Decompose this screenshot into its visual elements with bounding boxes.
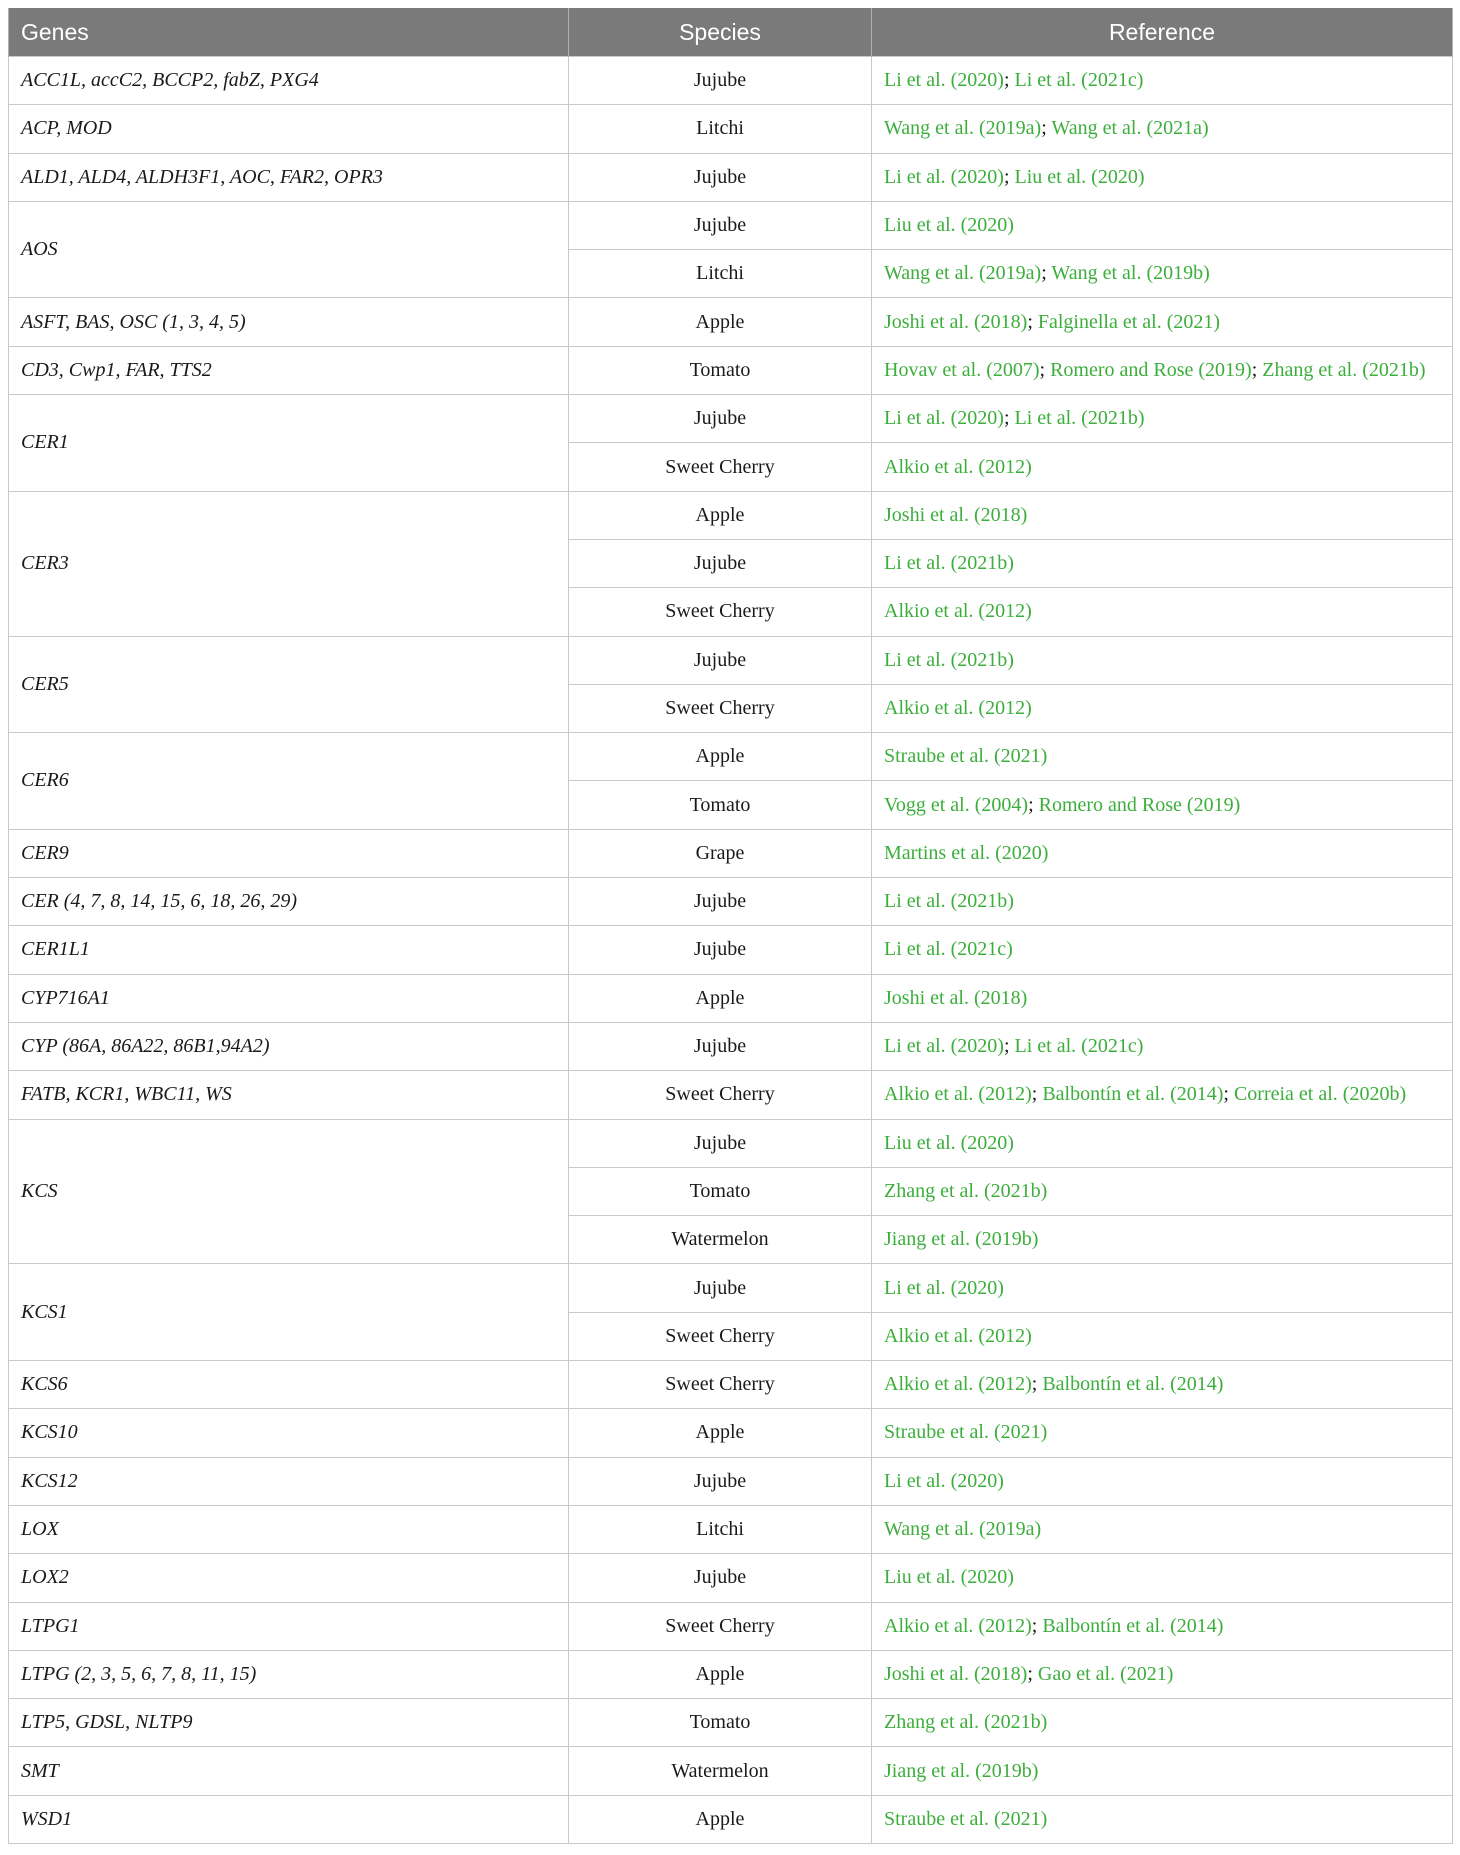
species-cell: Apple [569, 298, 872, 346]
gene-cell: ASFT, BAS, OSC (1, 3, 4, 5) [9, 298, 569, 346]
reference-link[interactable]: Liu et al. (2020) [1014, 165, 1145, 188]
species-cell: Sweet Cherry [569, 588, 872, 636]
gene-cell: LTP5, GDSL, NLTP9 [9, 1699, 569, 1747]
reference-link[interactable]: Li et al. (2021c) [1014, 69, 1144, 92]
gene-cell: CER1L1 [9, 926, 569, 974]
header-species: Species [569, 8, 872, 57]
reference-cell [872, 1602, 1453, 1650]
species-cell: Jujube [569, 1457, 872, 1505]
species-cell: Tomato [569, 346, 872, 394]
table-row [9, 1505, 1453, 1553]
reference-cell [872, 153, 1453, 201]
reference-link[interactable]: Wang et al. (2019a) [884, 262, 1042, 285]
reference-link[interactable]: Alkio et al. (2012) [884, 1083, 1032, 1106]
reference-cell [872, 1457, 1453, 1505]
reference-separator: ; [1028, 793, 1039, 816]
reference-link[interactable]: Alkio et al. (2012) [884, 1373, 1032, 1396]
reference-link[interactable]: Falginella et al. (2021) [1037, 310, 1221, 333]
reference-cell [872, 105, 1453, 153]
reference-link[interactable]: Li et al. (2021c) [884, 938, 1013, 961]
species-cell: Watermelon [569, 1216, 872, 1264]
reference-cell [872, 57, 1453, 105]
table-row [9, 1650, 1453, 1698]
table-row [9, 829, 1453, 877]
table-row [9, 1022, 1453, 1070]
reference-link[interactable]: Li et al. (2020) [884, 407, 1004, 430]
species-cell: Jujube [569, 1264, 872, 1312]
species-cell: Sweet Cherry [569, 1312, 872, 1360]
species-cell: Jujube [569, 1554, 872, 1602]
reference-cell [872, 298, 1453, 346]
gene-cell: CYP716A1 [9, 974, 569, 1022]
reference-cell [872, 346, 1453, 394]
reference-cell [872, 1554, 1453, 1602]
gene-cell: CER (4, 7, 8, 14, 15, 6, 18, 26, 29) [9, 878, 569, 926]
reference-link[interactable]: Alkio et al. (2012) [884, 697, 1032, 719]
reference-link[interactable]: Correia et al. (2020b) [1233, 1083, 1407, 1106]
table-row [9, 1699, 1453, 1747]
species-cell: Jujube [569, 395, 872, 443]
table-row [9, 1747, 1453, 1795]
reference-link[interactable]: Jiang et al. (2019b) [884, 1228, 1039, 1251]
reference-separator: ; [1031, 1083, 1043, 1106]
reference-cell [872, 636, 1453, 684]
gene-cell: SMT [9, 1747, 569, 1795]
reference-link[interactable]: Liu et al. (2020) [884, 214, 1014, 237]
reference-cell [872, 1167, 1453, 1215]
reference-separator: ; [1039, 358, 1051, 381]
reference-link[interactable]: Li et al. (2020) [884, 1276, 1004, 1299]
table-row [9, 1554, 1453, 1602]
reference-link[interactable]: Straube et al. (2021) [884, 1421, 1048, 1444]
gene-cell: CD3, Cwp1, FAR, TTS2 [9, 346, 569, 394]
species-cell: Litchi [569, 250, 872, 298]
reference-cell [872, 1312, 1453, 1360]
reference-cell [872, 1071, 1453, 1119]
reference-cell [872, 926, 1453, 974]
gene-cell: CER1 [9, 395, 569, 492]
reference-separator: ; [1003, 69, 1015, 92]
reference-cell [872, 588, 1453, 636]
reference-cell [872, 1119, 1453, 1167]
table-row [9, 1795, 1453, 1843]
reference-link[interactable]: Zhang et al. (2021b) [884, 1179, 1048, 1202]
species-cell: Sweet Cherry [569, 1602, 872, 1650]
table-row [9, 1264, 1453, 1312]
table-row [9, 1361, 1453, 1409]
table-row [9, 346, 1453, 394]
gene-cell: CER6 [9, 733, 569, 830]
reference-link[interactable]: Jiang et al. (2019b) [884, 1759, 1039, 1782]
species-cell: Tomato [569, 781, 872, 829]
reference-cell [872, 781, 1453, 829]
reference-cell [872, 684, 1453, 732]
reference-cell [872, 491, 1453, 539]
table-row [9, 298, 1453, 346]
reference-link[interactable]: Martins et al. (2020) [884, 841, 1049, 864]
reference-separator: ; [1003, 165, 1015, 188]
species-cell: Jujube [569, 636, 872, 684]
reference-link[interactable]: Alkio et al. (2012) [884, 455, 1032, 478]
gene-cell: CER5 [9, 636, 569, 733]
reference-link[interactable]: Zhang et al. (2021b) [884, 1711, 1048, 1734]
reference-link[interactable]: Straube et al. (2021) [884, 745, 1048, 768]
reference-separator: ; [1003, 1035, 1015, 1058]
gene-cell: CYP (86A, 86A22, 86B1,94A2) [9, 1022, 569, 1070]
reference-link[interactable]: Joshi et al. (2018) [884, 310, 1028, 333]
reference-link[interactable]: Zhang et al. (2021b) [1262, 358, 1426, 381]
reference-link[interactable]: Liu et al. (2020) [884, 1566, 1014, 1589]
gene-cell: LOX2 [9, 1554, 569, 1602]
reference-separator: ; [1031, 1373, 1043, 1396]
reference-cell [872, 1264, 1453, 1312]
table-row [9, 57, 1453, 105]
reference-separator: ; [1027, 1662, 1038, 1685]
reference-cell [872, 1216, 1453, 1264]
reference-cell [872, 1650, 1453, 1698]
species-cell: Sweet Cherry [569, 1361, 872, 1409]
reference-link[interactable]: Wang et al. (2019a) [884, 117, 1042, 140]
reference-cell [872, 878, 1453, 926]
species-cell: Sweet Cherry [569, 1071, 872, 1119]
species-cell: Tomato [569, 1167, 872, 1215]
gene-cell: LTPG (2, 3, 5, 6, 7, 8, 11, 15) [9, 1650, 569, 1698]
reference-link[interactable]: Hovav et al. (2007) [884, 358, 1040, 381]
reference-cell [872, 395, 1453, 443]
gene-cell: ACC1L, accC2, BCCP2, fabZ, PXG4 [9, 57, 569, 105]
table-row [9, 201, 1453, 249]
reference-link[interactable]: Li et al. (2021b) [884, 552, 1014, 575]
species-cell: Grape [569, 829, 872, 877]
gene-cell: LTPG1 [9, 1602, 569, 1650]
reference-cell [872, 1505, 1453, 1553]
reference-link[interactable]: Li et al. (2020) [884, 165, 1004, 188]
reference-separator: ; [1041, 262, 1052, 285]
table-row [9, 926, 1453, 974]
reference-link[interactable]: Wang et al. (2019b) [1051, 262, 1210, 285]
species-cell: Jujube [569, 1022, 872, 1070]
gene-cell: FATB, KCR1, WBC11, WS [9, 1071, 569, 1119]
reference-link[interactable]: Gao et al. (2021) [1037, 1662, 1174, 1685]
reference-separator: ; [1003, 407, 1015, 430]
gene-cell: CER3 [9, 491, 569, 636]
reference-cell [872, 201, 1453, 249]
table-row [9, 974, 1453, 1022]
reference-cell [872, 829, 1453, 877]
reference-link[interactable]: Li et al. (2020) [884, 1035, 1004, 1058]
table-row [9, 395, 1453, 443]
reference-link[interactable]: Wang et al. (2019a) [884, 1518, 1042, 1541]
header-row [9, 8, 1453, 57]
reference-cell [872, 1361, 1453, 1409]
reference-link[interactable]: Joshi et al. (2018) [884, 503, 1028, 526]
reference-link[interactable]: Romero and Rose (2019) [1038, 793, 1241, 816]
table-row [9, 105, 1453, 153]
table-row [9, 1602, 1453, 1650]
reference-link[interactable]: Straube et al. (2021) [884, 1807, 1048, 1830]
reference-link[interactable]: Romero and Rose (2019) [1050, 358, 1252, 381]
reference-link[interactable]: Li et al. (2021b) [1014, 407, 1145, 430]
reference-cell [872, 1795, 1453, 1843]
reference-link[interactable]: Li et al. (2020) [884, 69, 1004, 92]
gene-cell: KCS [9, 1119, 569, 1264]
reference-link[interactable]: Balbontín et al. (2014) [1042, 1083, 1224, 1106]
table-row [9, 878, 1453, 926]
reference-separator: ; [1031, 1614, 1043, 1637]
reference-cell [872, 1747, 1453, 1795]
reference-separator: ; [1251, 358, 1263, 381]
table-row [9, 1119, 1453, 1167]
species-cell: Jujube [569, 201, 872, 249]
gene-cell: KCS1 [9, 1264, 569, 1361]
table-body [9, 57, 1453, 1844]
reference-link[interactable]: Li et al. (2020) [884, 1469, 1004, 1492]
species-cell: Tomato [569, 1699, 872, 1747]
gene-cell: KCS12 [9, 1457, 569, 1505]
species-cell: Jujube [569, 878, 872, 926]
reference-link[interactable]: Liu et al. (2020) [884, 1131, 1014, 1154]
species-cell: Apple [569, 733, 872, 781]
reference-link[interactable]: Wang et al. (2021a) [1051, 117, 1209, 140]
species-cell: Jujube [569, 57, 872, 105]
species-cell: Litchi [569, 1505, 872, 1553]
reference-link[interactable]: Li et al. (2021c) [1014, 1035, 1144, 1058]
reference-separator: ; [1027, 310, 1038, 333]
header-reference: Reference [872, 8, 1453, 57]
gene-cell: WSD1 [9, 1795, 569, 1843]
table-row [9, 153, 1453, 201]
reference-link[interactable]: Alkio et al. (2012) [884, 600, 1032, 623]
reference-cell [872, 539, 1453, 587]
reference-link[interactable]: Balbontín et al. (2014) [1042, 1373, 1224, 1396]
species-cell: Apple [569, 1409, 872, 1457]
gene-cell: LOX [9, 1505, 569, 1553]
species-cell: Watermelon [569, 1747, 872, 1795]
reference-cell [872, 1022, 1453, 1070]
table-row [9, 733, 1453, 781]
gene-cell: KCS10 [9, 1409, 569, 1457]
reference-link[interactable]: Vogg et al. (2004) [884, 793, 1029, 816]
gene-cell: ALD1, ALD4, ALDH3F1, AOC, FAR2, OPR3 [9, 153, 569, 201]
species-cell: Apple [569, 1795, 872, 1843]
reference-cell [872, 1409, 1453, 1457]
reference-link[interactable]: Joshi et al. (2018) [884, 986, 1028, 1009]
species-cell: Apple [569, 974, 872, 1022]
species-cell: Sweet Cherry [569, 443, 872, 491]
gene-cell: KCS6 [9, 1361, 569, 1409]
species-cell: Apple [569, 491, 872, 539]
species-cell: Sweet Cherry [569, 684, 872, 732]
gene-cell: CER9 [9, 829, 569, 877]
table-row [9, 1457, 1453, 1505]
table-row [9, 491, 1453, 539]
species-cell: Litchi [569, 105, 872, 153]
reference-separator: ; [1223, 1083, 1234, 1106]
reference-separator: ; [1041, 117, 1052, 140]
header-genes: Genes [9, 8, 569, 57]
reference-link[interactable]: Li et al. (2021b) [884, 890, 1014, 913]
reference-cell [872, 443, 1453, 491]
reference-cell [872, 250, 1453, 298]
reference-cell [872, 1699, 1453, 1747]
gene-cell: AOS [9, 201, 569, 298]
species-cell: Jujube [569, 1119, 872, 1167]
reference-cell [872, 974, 1453, 1022]
table-row [9, 1409, 1453, 1457]
table-row [9, 636, 1453, 684]
reference-link[interactable]: Alkio et al. (2012) [884, 1614, 1032, 1637]
reference-link[interactable]: Alkio et al. (2012) [884, 1324, 1032, 1347]
reference-link[interactable]: Joshi et al. (2018) [884, 1662, 1028, 1685]
reference-cell [872, 733, 1453, 781]
gene-reference-table [8, 8, 1453, 1844]
gene-cell: ACP, MOD [9, 105, 569, 153]
reference-link[interactable]: Li et al. (2021b) [884, 648, 1014, 671]
species-cell: Jujube [569, 153, 872, 201]
species-cell: Jujube [569, 539, 872, 587]
species-cell: Jujube [569, 926, 872, 974]
species-cell: Apple [569, 1650, 872, 1698]
reference-link[interactable]: Balbontín et al. (2014) [1042, 1614, 1224, 1637]
table-row [9, 1071, 1453, 1119]
